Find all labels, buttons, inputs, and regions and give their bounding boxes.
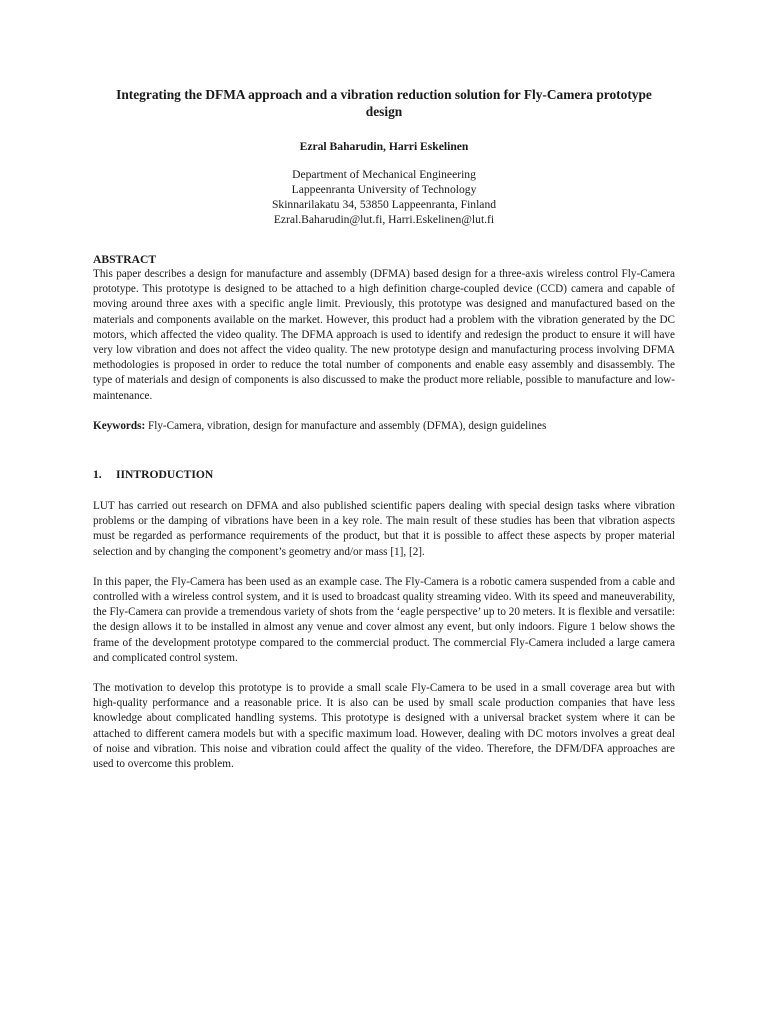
section-number: 1.	[93, 468, 102, 482]
keywords-text: Fly-Camera, vibration, design for manufacture and assembly (DFMA), design guidelines	[145, 419, 547, 432]
author-list: Ezral Baharudin, Harri Eskelinen	[299, 140, 469, 153]
introduction-paragraph: In this paper, the Fly-Camera has been used as an example case. The Fly-Camera is a robotic camera suspended from a cable and controlled with a wireless control system, and it is used to broadcast quality streaming video. With its speed and maneuverability, the Fly-Camera can provide a tremendous variety of shots from the ‘eagle perspective’ up to 20 meters. It is flexible and versatile: the design allows it to be installed in almost any venue and cover almost any event, but only indoors. Figure 1 below shows the frame of the development prototype compared to the commercial product. The commercial Fly-Camera included a large camera and complicated control system.	[93, 575, 675, 664]
affiliation-university: Lappeenranta University of Technology	[291, 183, 477, 196]
affiliation-department: Department of Mechanical Engineering	[292, 168, 476, 181]
introduction-paragraph: LUT has carried out research on DFMA and also published scientific papers dealing with special design tasks where vibration problems or the damping of vibrations have been in a key role. The main result of these studies has been that vibration aspects must be regarded as performance requirements of the product, but that it is possible to affect these aspects by proper material selection and by changing the component’s geometry and/or mass [1], [2].	[93, 500, 675, 558]
abstract-text: This paper describes a design for manufacture and assembly (DFMA) based design for a three-axis wireless control Fly-Camera prototype. This prototype is designed to be attached to a high definition charge-coupled device (CCD) camera and capable of moving around three axes with a specific angle limit. Previously, this prototype was designed and manufactured based on the materials and components available on the market. However, this product had a problem with the vibration generated by the DC motors, which affected the video quality. The DFMA approach is used to identify and redesign the product to ensure it will have very low vibration and does not affect the video quality. The new prototype design and manufacturing process involving DFMA methodologies is proposed in order to reduce the total number of components and enable easy assembly and disassembly. The type of materials and design of components is also discussed to make the product more reliable, possible to manufacture and low-maintenance.	[93, 268, 675, 402]
abstract-heading: ABSTRACT	[93, 253, 157, 266]
affiliation-address: Skinnarilakatu 34, 53850 Lappeenranta, Finland	[271, 198, 497, 211]
paper-page	[93, 86, 675, 772]
introduction-heading	[93, 467, 675, 482]
keywords-label: Keywords:	[93, 419, 146, 432]
paper-title: Integrating the DFMA approach and a vibration reduction solution for Fly-Camera prototype design	[116, 87, 652, 119]
keywords-line	[93, 419, 675, 434]
affiliation-block	[93, 167, 675, 227]
introduction-paragraph: The motivation to develop this prototype is to provide a small scale Fly-Camera to be used in a small coverage area but with high-quality performance and a reasonable price. It is also can be used by small scale production companies that have less knowledge about complicated handling systems. This prototype is designed with a universal bracket system where it can be attached to different camera models but with a specific maximum load. However, dealing with DC motors involves a great deal of noise and vibration. This noise and vibration could affect the quality of the video. Therefore, the DFM/DFA approaches are used to overcome this problem.	[93, 682, 675, 771]
section-title: IINTRODUCTION	[116, 468, 214, 482]
affiliation-emails: Ezral.Baharudin@lut.fi, Harri.Eskelinen@lut.fi	[273, 213, 495, 226]
